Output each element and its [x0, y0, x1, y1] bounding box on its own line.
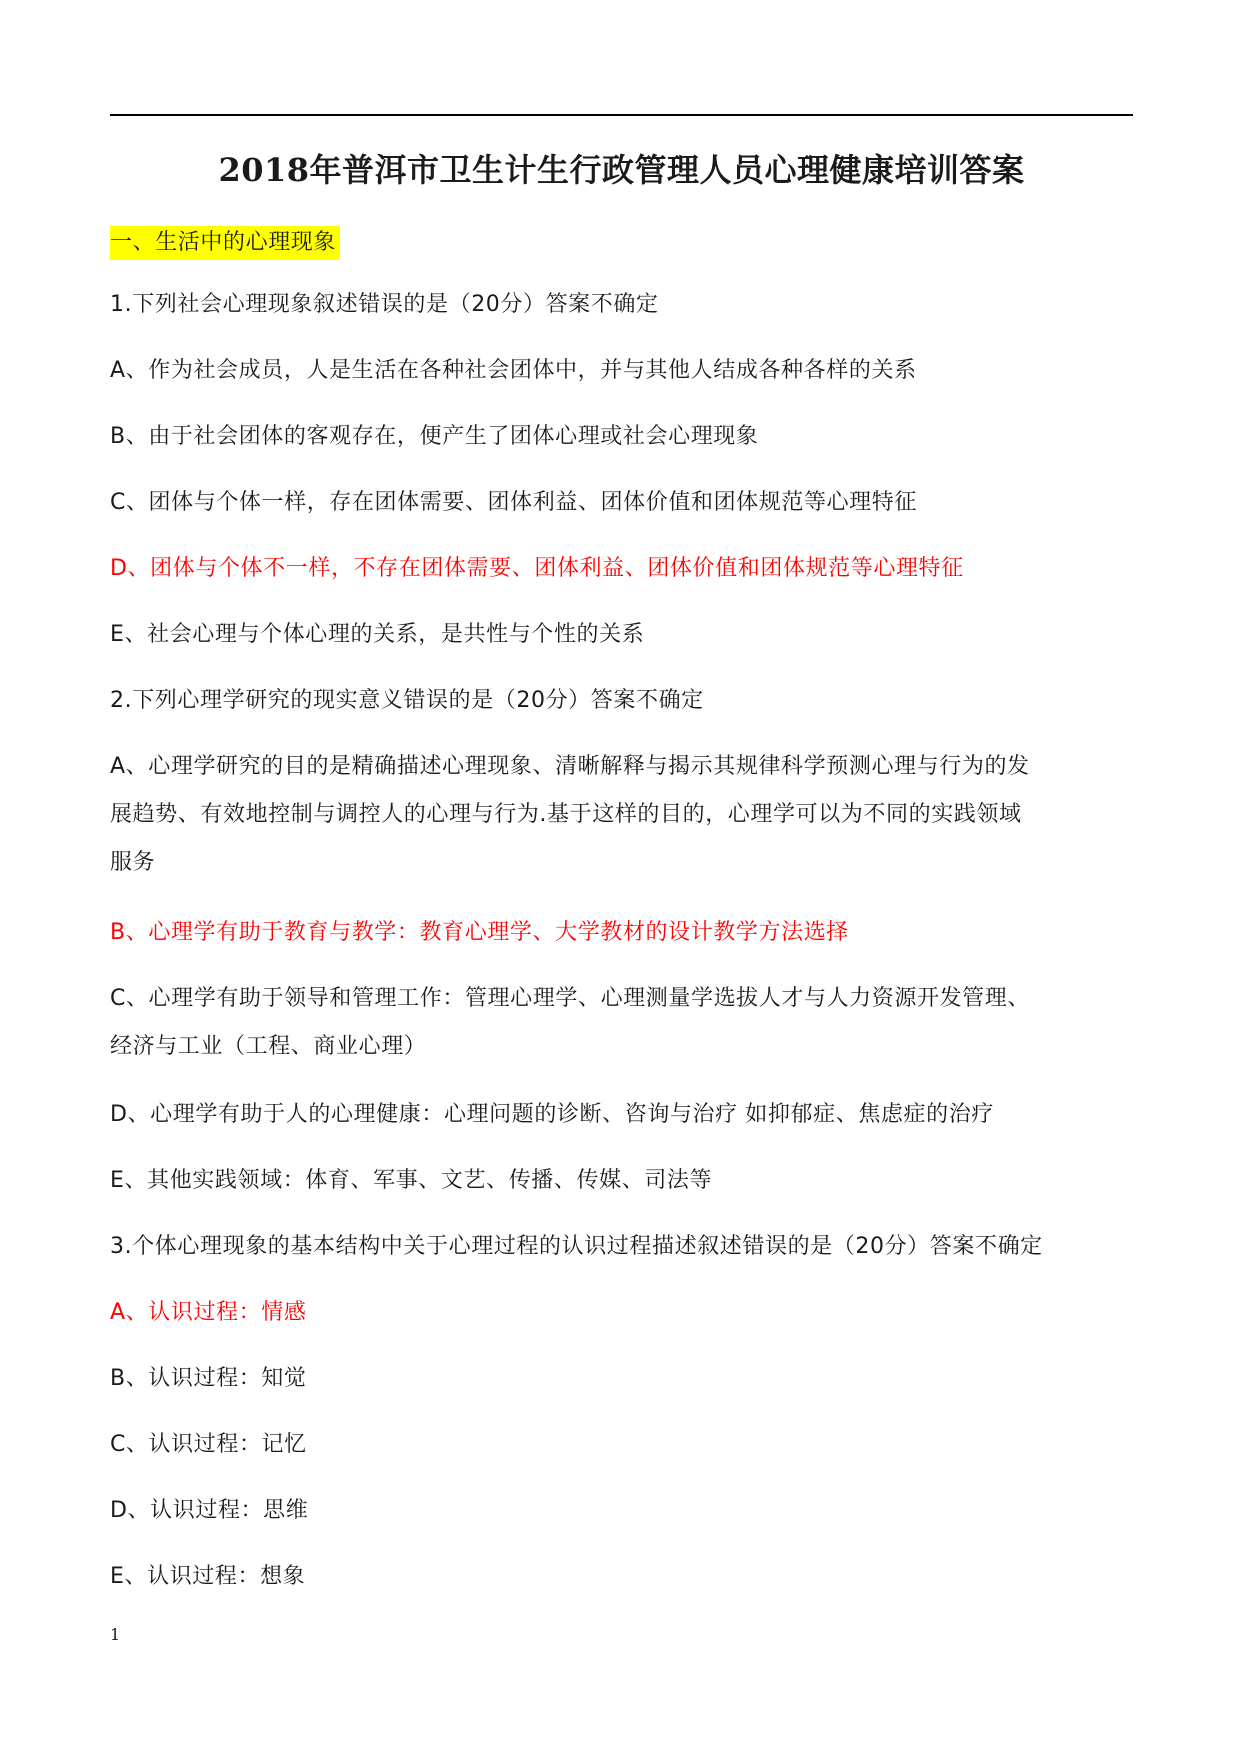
document-title: 2018年普洱市卫生计生行政管理人员心理健康培训答案 [218, 151, 1025, 189]
header-rule [110, 114, 1133, 116]
q2-option-d: D、心理学有助于人的心理健康：心理问题的诊断、咨询与治疗 如抑郁症、焦虑症的治疗 [110, 1102, 994, 1127]
q3-option-d: D、认识过程：思维 [110, 1498, 309, 1523]
q1-option-c: C、团体与个体一样，存在团体需要、团体利益、团体价值和团体规范等心理特征 [110, 490, 917, 515]
q1-stem: 1.下列社会心理现象叙述错误的是（20分）答案不确定 [110, 292, 659, 317]
q2-option-a [110, 743, 1133, 887]
q2-option-c [110, 975, 1133, 1071]
section-heading-line [110, 226, 1133, 260]
q3-option-c: C、认识过程：记忆 [110, 1432, 307, 1457]
q2-option-c-line1: C、心理学有助于领导和管理工作：管理心理学、心理测量学选拔人才与人力资源开发管理、 [110, 986, 1030, 1011]
q2-stem: 2.下列心理学研究的现实意义错误的是（20分）答案不确定 [110, 688, 704, 713]
q2-option-c-line2: 经济与工业（工程、商业心理） [110, 1034, 427, 1059]
q2-option-e: E、其他实践领域：体育、军事、文艺、传播、传媒、司法等 [110, 1168, 713, 1193]
q2-option-a-line3: 服务 [110, 850, 156, 875]
section-heading: 一、生活中的心理现象 [110, 226, 340, 260]
q1-option-d-answer: D、团体与个体不一样，不存在团体需要、团体利益、团体价值和团体规范等心理特征 [110, 556, 964, 581]
q3-option-b: B、认识过程：知觉 [110, 1366, 307, 1391]
q1-option-b: B、由于社会团体的客观存在，便产生了团体心理或社会心理现象 [110, 424, 759, 449]
page-number: 1 [110, 1625, 121, 1644]
q2-option-a-line1: A、心理学研究的目的是精确描述心理现象、清晰解释与揭示其规律科学预测心理与行为的发 [110, 754, 1030, 779]
q1-option-e: E、社会心理与个体心理的关系，是共性与个性的关系 [110, 622, 645, 647]
q1-option-a: A、作为社会成员，人是生活在各种社会团体中，并与其他人结成各种各样的关系 [110, 358, 917, 383]
q3-option-e: E、认识过程：想象 [110, 1564, 306, 1589]
q3-stem: 3.个体心理现象的基本结构中关于心理过程的认识过程描述叙述错误的是（20分）答案不确定 [110, 1234, 1043, 1259]
q2-option-a-line2: 展趋势、有效地控制与调控人的心理与行为.基于这样的目的，心理学可以为不同的实践领域 [110, 802, 1022, 827]
q2-option-b-answer: B、心理学有助于教育与教学：教育心理学、大学教材的设计教学方法选择 [110, 920, 849, 945]
q3-option-a-answer: A、认识过程：情感 [110, 1300, 307, 1325]
